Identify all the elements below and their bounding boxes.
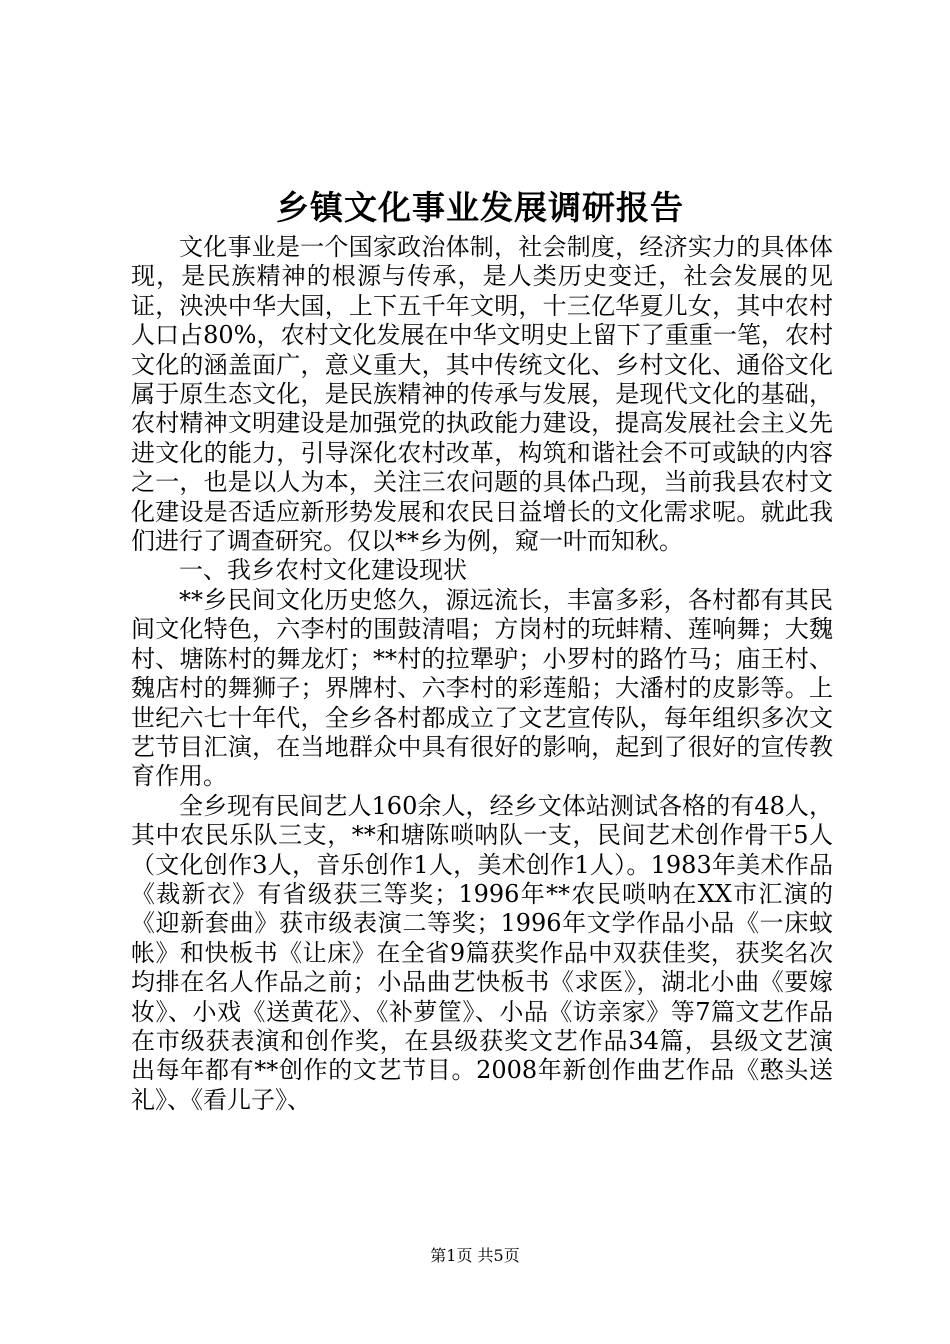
- page-number-footer: 第1页 共5页: [430, 1246, 520, 1265]
- paragraph-artists: 全乡现有民间艺人160余人，经乡文体站测试各格的有48人，其中农民乐队三支，**和塘陈唢呐队一支，民间艺术创作骨干5人（文化创作3人，音乐创作1人，美术创作1人）。1983年美术作品《裁新衣》有省级获三等奖；1996年**农民唢呐在XX市汇演的《迎新套曲》获市级表演二等奖；1996年文学作品小品《一床蚊帐》和快板书《让床》在全省9篇获奖作品中双获佳奖，获奖名次均排在名人作品之前；小品曲艺快板书《求医》，湖北小曲《要嫁妆》、小戏《送黄花》、《补萝筐》、小品《访亲家》等7篇文艺作品在市级获表演和创作奖，在县级获奖文艺作品34篇，县级文艺演出每年都有**创作的文艺节目。2008年新创作曲艺作品《憨头送礼》、《看儿子》、: [131, 791, 833, 1114]
- paragraph-intro: 文化事业是一个国家政治体制，社会制度，经济实力的具体体现，是民族精神的根源与传承，是人类历史变迁，社会发展的见证，泱泱中华大国，上下五千年文明，十三亿华夏儿女，其中农村人口占80%，农村文化发展在中华文明史上留下了重重一笔，农村文化的涵盖面广，意义重大，其中传统文化、乡村文化、通俗文化属于原生态文化，是民族精神的传承与发展，是现代文化的基础，农村精神文明建设是加强党的执政能力建设，提高发展社会主义先进文化的能力，引导深化农村改革，构筑和谐社会不可或缺的内容之一，也是以人为本，关注三农问题的具体凸现，当前我县农村文化建设是否适应新形势发展和农民日益增长的文化需求呢。就此我们进行了调查研究。仅以**乡为例，窥一叶而知秋。: [131, 233, 833, 556]
- paragraph-folk-culture: **乡民间文化历史悠久，源远流长，丰富多彩，各村都有其民间文化特色，六李村的围鼓清唱；方岗村的玩蚌精、莲响舞；大魏村、塘陈村的舞龙灯；**村的拉犟驴；小罗村的路竹马；庙王村、魏店村的舞狮子；界牌村、六李村的彩莲船；大潘村的皮影等。上世纪六七十年代，全乡各村都成立了文艺宣传队，每年组织多次文艺节目汇演，在当地群众中具有很好的影响，起到了很好的宣传教育作用。: [131, 585, 833, 791]
- section-heading: 一、我乡农村文化建设现状: [179, 556, 467, 585]
- document-body: [131, 233, 833, 1115]
- document-title: 乡镇文化事业发展调研报告: [276, 188, 684, 227]
